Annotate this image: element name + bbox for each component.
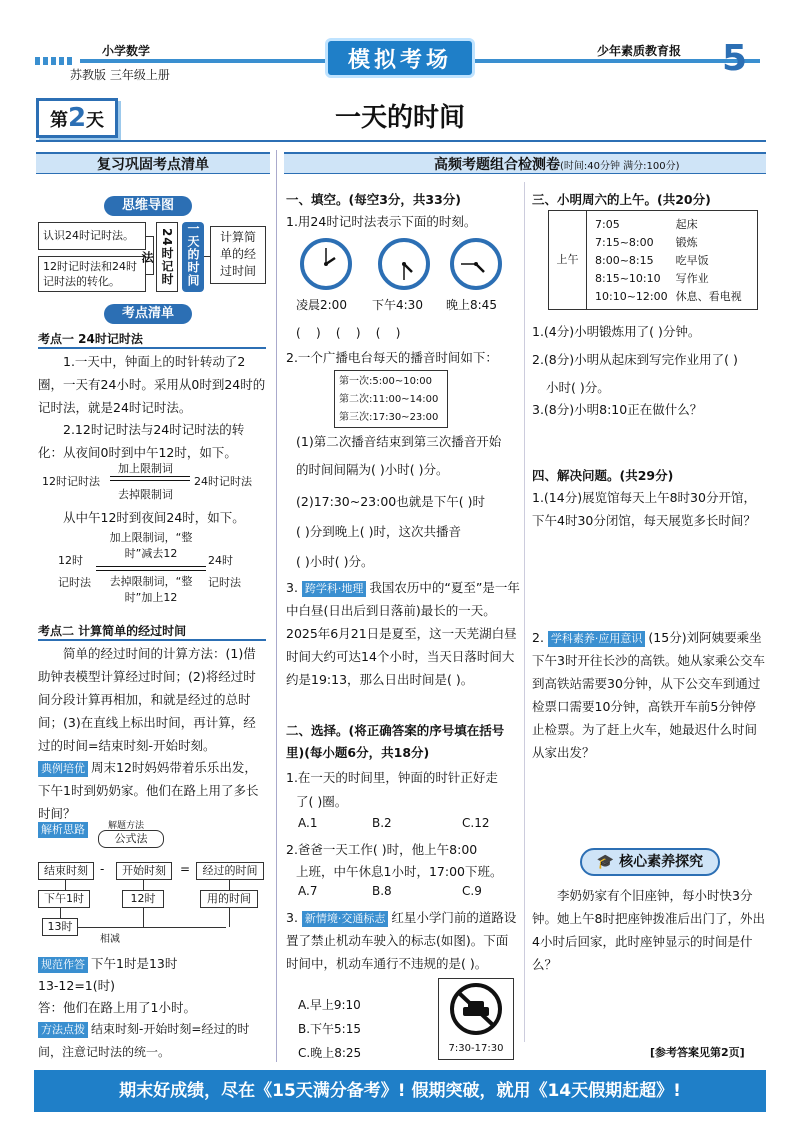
left-section-title: 复习巩固考点清单 xyxy=(36,152,270,174)
conv2-top: 加上限制词，“整时”减去12 xyxy=(109,531,193,560)
s2-title: 二、选择。(将正确答案的序号填在括号里)(每小题6分，共18分) xyxy=(286,723,505,760)
newspaper-name: 少年素质教育报 xyxy=(597,44,682,58)
analysis-tag: 解析思路 xyxy=(38,822,91,838)
mindmap-elapsed-node: 计算简单的经过时间 xyxy=(210,226,266,284)
q2-2b: ( )分到晚上( )时，这次共播音 xyxy=(296,524,461,539)
conv2-left: 12时记时法 xyxy=(58,554,91,589)
q2-2a: (2)17:30~23:00也就是下午( )时 xyxy=(296,494,485,509)
mc1a: 1.在一天的时间里，钟面的时针正好走 xyxy=(286,770,498,785)
mc3-opt-b[interactable]: B.下午5:15 xyxy=(298,1022,361,1036)
core-title: 🎓 核心素养探究 xyxy=(580,848,720,876)
mc3-opt-c[interactable]: C.晚上8:25 xyxy=(298,1046,362,1060)
mindmap-box-24h: 认识24时记时法。 xyxy=(38,222,146,250)
flow-start-box: 开始时刻 xyxy=(116,862,172,880)
tip-tag: 方法点拨 xyxy=(38,1022,88,1038)
mindmap-box-convert: 12时记时法和24时记时法的转化。 xyxy=(38,256,146,292)
kp1-p1: 1.一天中，钟面上的时针转动了2圈，一天有24小时。采用从0时到24时的记时法，就是24时记时法。 xyxy=(38,354,266,415)
answer-line3: 答：他们在路上用了1小时。 xyxy=(38,1000,196,1015)
traffic-sign xyxy=(438,978,514,1060)
mc1-opt-c[interactable]: C.12 xyxy=(462,816,490,830)
answer-line2: 13-12=1(时) xyxy=(38,978,116,993)
conv1-top: 加上限制词 xyxy=(118,462,173,475)
schedule-table: 上午 7:05 起床 7:15~8:00 锻炼 8:00~8:15 吃早饭 8:15~10:10 写作业 10:10~12:00 休息、看电视 xyxy=(548,210,758,310)
s4-q2-tag: 学科素养·应用意识 xyxy=(548,631,646,647)
core-text: 李奶奶家有个旧座钟，每小时快3分钟。她上午8时把座钟拨准后出门了，外出4小时后回家，此时座钟显示的时间是什么？ xyxy=(532,888,765,972)
clock-answer-blanks[interactable]: ( ) ( ) ( ) xyxy=(296,326,401,340)
conv2-bottom: 去掉限制词，“整时”加上12 xyxy=(109,575,193,604)
s4-q2: 2. 学科素养·应用意识 (15分)刘阿姨要乘坐下午3时开往长沙的高铁。她从家乘公交车到高铁站需要30分钟，从下公交车到通过检票口需要10分钟，高铁开车前5分钟停止检票。为了赶上火车，她最迟什么时间从家出发？ xyxy=(532,630,765,760)
method-label: 解题方法 xyxy=(108,821,145,831)
q2-2c: ( )小时( )分。 xyxy=(296,554,374,569)
title-rule xyxy=(36,140,766,142)
s3-q1: 1.(4分)小明锻炼用了( )分钟。 xyxy=(532,324,701,339)
flow-v2: 12时 xyxy=(122,890,164,908)
clock1-label: 凌晨2:00 xyxy=(296,298,347,312)
example: 典例培优 周末12时妈妈带着乐乐出发，下午1时到奶奶家。他们在路上用了多长时间？ xyxy=(38,760,259,821)
mc2-opt-a[interactable]: A.7 xyxy=(298,884,318,898)
flow-v1: 下午1时 xyxy=(38,890,90,908)
conv1-right: 24时记时法 xyxy=(194,475,252,488)
flow-v4: 13时 xyxy=(42,918,78,936)
clock-icon xyxy=(300,238,352,290)
page-title: 一天的时间 xyxy=(334,103,465,133)
mc2-opt-b[interactable]: B.8 xyxy=(372,884,392,898)
day-badge: 第2天 xyxy=(36,98,118,138)
q3-tag: 跨学科·地理 xyxy=(302,581,367,597)
s4-title: 四、解决问题。(共29分) xyxy=(532,468,674,483)
flow-equals: = xyxy=(180,862,191,876)
mindmap-center-node: 一天的时间 xyxy=(182,222,204,292)
flow-end-box: 结束时刻 xyxy=(38,862,94,880)
flow-minus: - xyxy=(100,862,105,876)
kp2-title: 考点二 计算简单的经过时间 xyxy=(38,622,266,641)
mc2b: 上班，中午休息1小时，17:00下班。 xyxy=(296,864,503,879)
flow-sub: 相减 xyxy=(100,934,120,945)
q1: 1.用24时记时法表示下面的时刻。 xyxy=(286,214,477,229)
right-section-title: 高频考题组合检测卷(时间:40分钟 满分:100分) xyxy=(284,152,766,174)
mc3-opt-a[interactable]: A.早上9:10 xyxy=(298,998,361,1012)
graduation-cap-icon: 🎓 xyxy=(596,854,615,870)
conv2-right: 24时记时法 xyxy=(208,554,241,589)
clock2-label: 下午4:30 xyxy=(372,298,423,312)
no-motor-vehicle-icon xyxy=(439,979,513,1039)
footer-banner: 期末好成绩，尽在《15天满分备考》! 假期突破，就用《14天假期赶超》! xyxy=(34,1070,766,1112)
clock-icon xyxy=(450,238,502,290)
edition-label: 苏教版 三年级上册 xyxy=(70,68,170,82)
method-formula: 公式法 xyxy=(98,830,164,848)
example-tag: 典例培优 xyxy=(38,761,88,777)
q2: 2.一个广播电台每天的播音时间如下： xyxy=(286,350,498,365)
flow-elapsed-box: 经过的时间 xyxy=(196,862,264,880)
mc1b: 了( )圈。 xyxy=(296,794,348,809)
mc3: 3. 新情境·交通标志 红星小学门前的道路设置了禁止机动车驶入的标志(如图)。下面时间中，机动车通行不违规的是( )。 xyxy=(286,910,517,971)
mc2a: 2.爸爸一天工作( )时，他上午8:00 xyxy=(286,842,478,857)
q2-1a: (1)第二次播音结束到第三次播音开始 xyxy=(296,434,502,449)
flow-v3: 用的时间 xyxy=(200,890,258,908)
clock3-label: 晚上8:45 xyxy=(446,298,497,312)
s4-q1: 1.(14分)展览馆每天上午8时30分开馆，下午4时30分闭馆，每天展览多长时间？ xyxy=(532,490,756,528)
checklist-title: 考点清单 xyxy=(104,304,192,324)
mc2-opt-c[interactable]: C.9 xyxy=(462,884,482,898)
answer: 规范作答 下午1时是13时 xyxy=(38,952,268,975)
s3-q2b: 小时( )分。 xyxy=(546,380,610,395)
page-number: 5 xyxy=(722,38,748,79)
mc3-tag: 新情境·交通标志 xyxy=(302,911,389,927)
kp1-p3: 从中午12时到夜间24时，如下。 xyxy=(63,510,245,525)
mc1-opt-b[interactable]: B.2 xyxy=(372,816,392,830)
conv1-bottom: 去掉限制词 xyxy=(118,488,173,501)
q2-1b: 的时间间隔为( )小时( )分。 xyxy=(296,462,449,477)
s3-q2a: 2.(8分)小明从起床到写完作业用了( ) xyxy=(532,352,738,367)
s1-title: 一、填空。(每空3分，共33分) xyxy=(286,192,462,207)
subject-label: 小学数学 xyxy=(102,44,151,58)
mindmap-title: 思维导图 xyxy=(104,196,192,216)
clock-icon xyxy=(378,238,430,290)
header-stripes xyxy=(35,57,75,65)
kp2-p1: 简单的经过时间的计算方法：(1)借助钟表模型计算经过时间；(2)将经过时间分段计算再相加，和就是经过的总时间；(3)在直线上标出时间，再计算，经过的时间=结束时刻-开始时刻。 xyxy=(38,646,256,753)
sign-time: 7:30-17:30 xyxy=(448,1043,504,1054)
answer-tag: 规范作答 xyxy=(38,957,88,973)
mindmap-24h-node: 24时记时法 xyxy=(156,222,178,292)
brand-banner: 模拟考场 xyxy=(325,38,475,78)
kp1-title: 考点一 24时记时法 xyxy=(38,330,266,349)
conv1-left: 12时记时法 xyxy=(42,475,100,488)
answer-reference: [参考答案见第2页] xyxy=(650,1046,745,1059)
s3-title: 三、小明周六的上午。(共20分) xyxy=(532,192,711,207)
kp1-p2: 2.12时记时法与24时记时法的转化：从夜间0时到中午12时，如下。 xyxy=(38,422,245,460)
s3-q3: 3.(8分)小明8:10正在做什么？ xyxy=(532,402,703,417)
broadcast-box: 第一次:5:00~10:00 第二次:11:00~14:00 第三次:17:30~23:00 xyxy=(334,370,448,428)
q3: 3. 跨学科·地理 我国农历中的“夏至”是一年中白昼(日出后到日落前)最长的一天。2025年6月21日是夏至，这一天芜湖白昼时间大约可达14个小时，当天日落时间大约是19:13，那么日出时间是( )。 xyxy=(286,580,520,687)
tip: 方法点拨 结束时刻-开始时刻=经过的时间，注意记时法的统一。 xyxy=(38,1022,250,1059)
mc1-opt-a[interactable]: A.1 xyxy=(298,816,318,830)
